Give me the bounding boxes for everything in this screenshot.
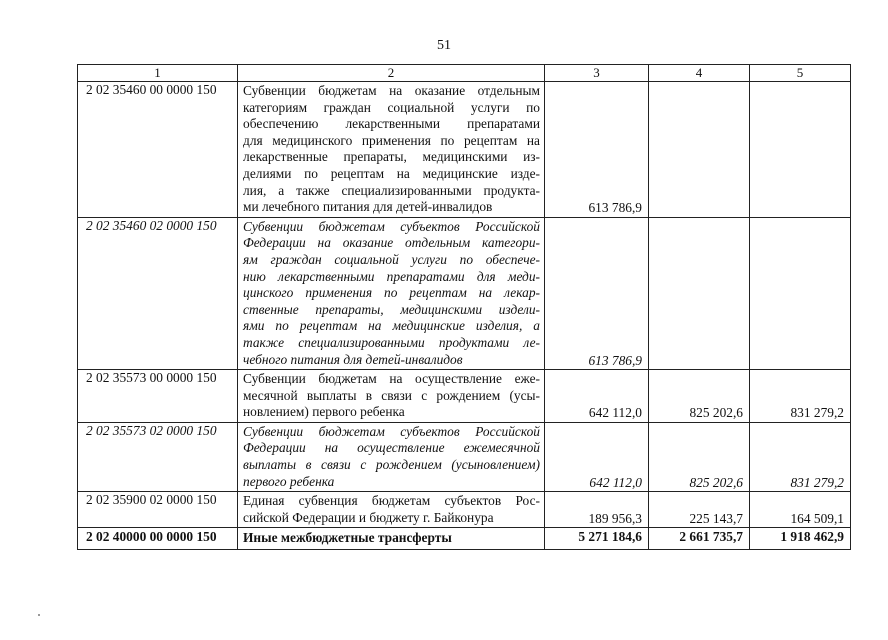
description-line: категориям граждан социальной услуги по xyxy=(243,99,540,115)
description-line: лекарственные препараты, медицинскими из- xyxy=(243,149,540,165)
row-description xyxy=(238,82,545,218)
table-row xyxy=(78,217,851,369)
description-line: нию лекарственными препаратами для меди- xyxy=(243,268,540,284)
amount-col3: 642 112,0 xyxy=(545,422,649,491)
description-line: первого ребенка xyxy=(243,473,335,489)
row-description xyxy=(238,492,545,528)
description-line: Единая субвенция бюджетам субъектов Рос- xyxy=(243,493,540,509)
description-line: Федерации на оказание отдельным категори- xyxy=(243,235,540,251)
column-header-2: 2 xyxy=(238,65,545,82)
description-line: ми лечебного питания для детей-инвалидов xyxy=(243,199,493,215)
description-line: новлением) первого ребенка xyxy=(243,404,405,420)
description-line: ями по рецептам на медицинские изделия, а xyxy=(243,318,540,334)
budget-code: 2 02 35573 00 0000 150 xyxy=(78,370,238,423)
description-line: выплаты в связи с рождением (усыновлением) xyxy=(243,457,540,473)
description-line: Субвенции бюджетам субъектов Российской xyxy=(243,423,540,439)
description-line: чебного питания для детей-инвалидов xyxy=(243,351,463,367)
amount-col3: 613 786,9 xyxy=(545,82,649,218)
amount-col5: 831 279,2 xyxy=(750,422,851,491)
amount-col4: 225 143,7 xyxy=(649,492,750,528)
column-header-5: 5 xyxy=(750,65,851,82)
description-line: также специализированными продуктами ле- xyxy=(243,334,540,350)
amount-col3: 642 112,0 xyxy=(545,370,649,423)
description-line: ственные препараты, медицинскими издели- xyxy=(243,301,540,317)
header-row xyxy=(78,65,851,82)
budget-table xyxy=(77,64,851,550)
description-line: ям граждан социальной услуги по обеспече- xyxy=(243,251,540,267)
budget-code: 2 02 35900 02 0000 150 xyxy=(78,492,238,528)
description-line: Федерации на осуществление ежемесячной xyxy=(243,440,540,456)
column-header-1: 1 xyxy=(78,65,238,82)
description-line: лия, а также специализированными продукта- xyxy=(243,182,540,198)
description-line: обеспечению лекарственными препаратами xyxy=(243,116,540,132)
description-line: Субвенции бюджетам субъектов Российской xyxy=(243,218,540,234)
description-line: Субвенции бюджетам на осуществление еже- xyxy=(243,371,540,387)
amount-col5: 1 918 462,9 xyxy=(750,528,851,550)
row-description xyxy=(238,217,545,369)
description-line: Субвенции бюджетам на оказание отдельным xyxy=(243,83,540,98)
amount-col4 xyxy=(649,217,750,369)
column-header-4: 4 xyxy=(649,65,750,82)
description-line: Иные межбюджетные трансферты xyxy=(243,530,452,546)
amount-col5 xyxy=(750,82,851,218)
total-row xyxy=(78,528,851,550)
amount-col4: 2 661 735,7 xyxy=(649,528,750,550)
amount-col5: 831 279,2 xyxy=(750,370,851,423)
amount-col4: 825 202,6 xyxy=(649,422,750,491)
budget-code: 2 02 35573 02 0000 150 xyxy=(78,422,238,491)
amount-col3: 189 956,3 xyxy=(545,492,649,528)
scan-speck xyxy=(38,614,40,616)
table-row xyxy=(78,492,851,528)
budget-code: 2 02 35460 02 0000 150 xyxy=(78,217,238,369)
table-row xyxy=(78,370,851,423)
row-description xyxy=(238,422,545,491)
amount-col4: 825 202,6 xyxy=(649,370,750,423)
amount-col4 xyxy=(649,82,750,218)
budget-code: 2 02 40000 00 0000 150 xyxy=(78,528,238,550)
amount-col3: 613 786,9 xyxy=(545,217,649,369)
row-description xyxy=(238,370,545,423)
table-row xyxy=(78,422,851,491)
description-line: делиями по рецептам на медицинские изде- xyxy=(243,165,540,181)
description-line: для медицинского применения по рецептам на xyxy=(243,132,540,148)
amount-col5 xyxy=(750,217,851,369)
description-line: цинского применения по рецептам на лекар- xyxy=(243,285,540,301)
amount-col5: 164 509,1 xyxy=(750,492,851,528)
amount-col3: 5 271 184,6 xyxy=(545,528,649,550)
column-header-3: 3 xyxy=(545,65,649,82)
description-line: месячной выплаты в связи с рождением (усы- xyxy=(243,387,540,403)
table-row xyxy=(78,82,851,218)
page-number: 51 xyxy=(437,38,451,53)
description-line: сийской Федерации и бюджету г. Байконура xyxy=(243,509,494,525)
budget-code: 2 02 35460 00 0000 150 xyxy=(78,82,238,218)
row-description xyxy=(238,528,545,550)
